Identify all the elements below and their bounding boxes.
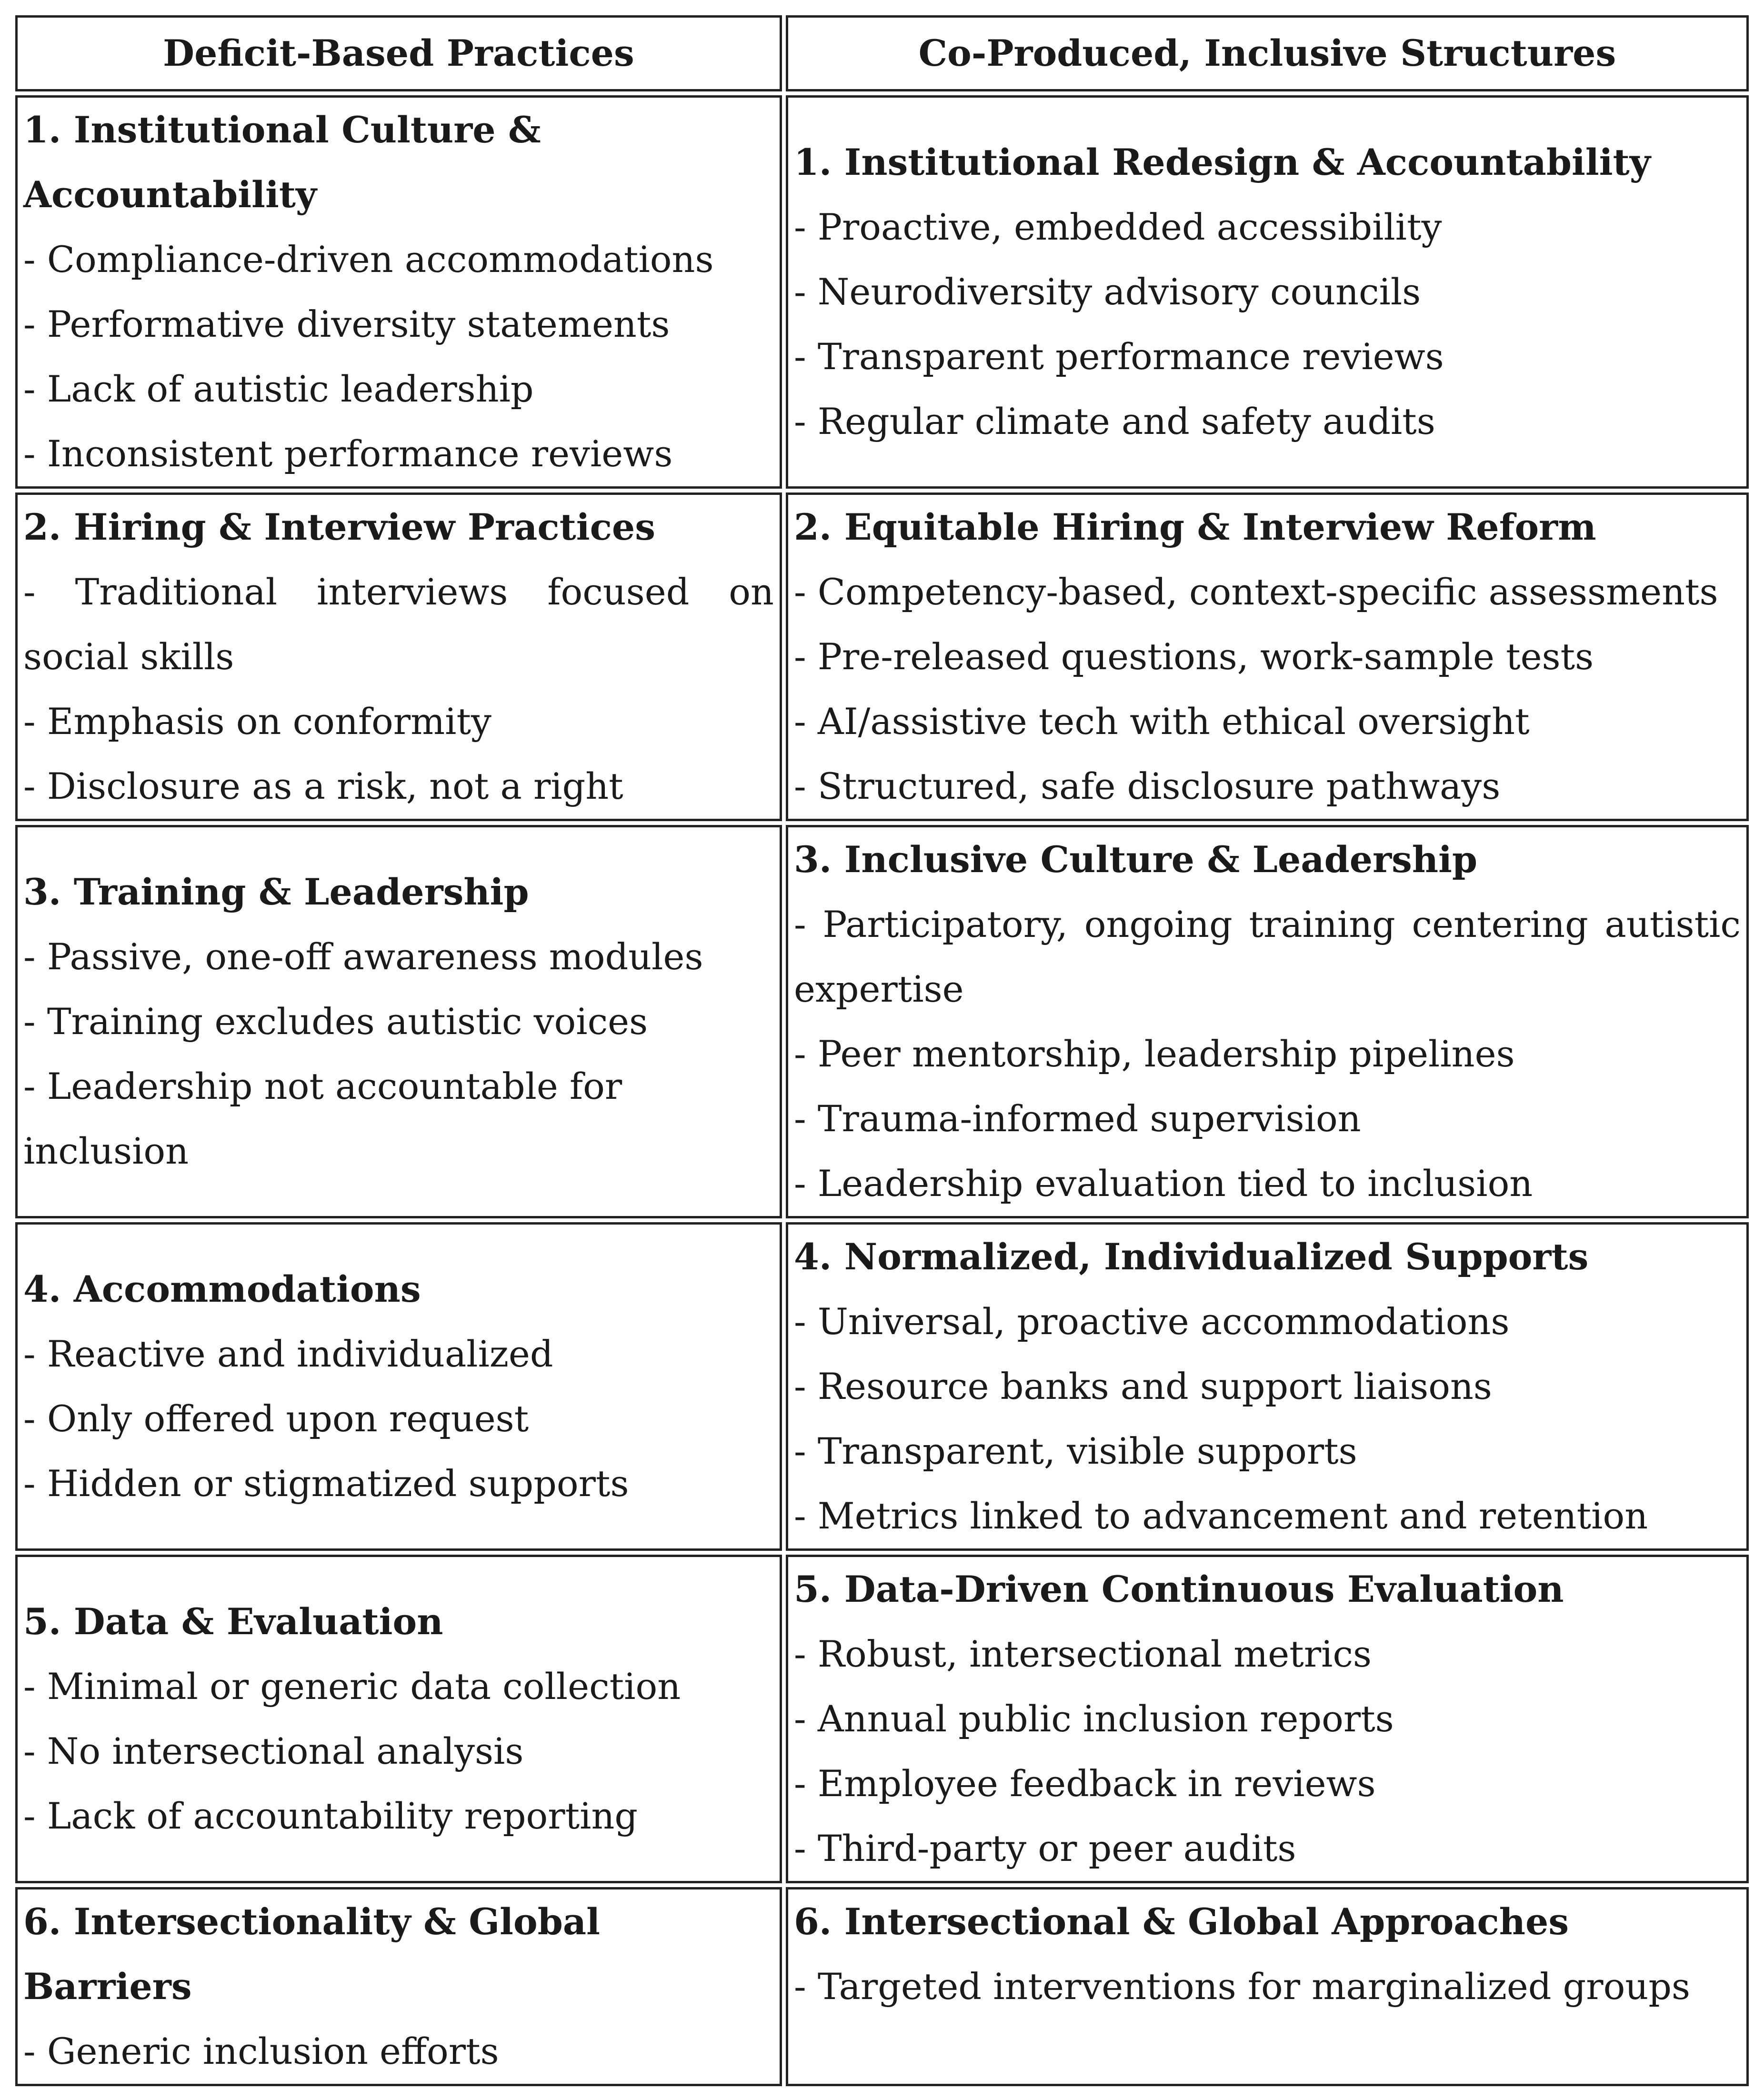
list-item: - No intersectional analysis	[23, 1730, 524, 1772]
list-item: - Reactive and individualized	[23, 1333, 553, 1375]
list-item: - Participatory, ongoing training centering autistic expertise	[794, 903, 1741, 1010]
cell-deficit	[15, 1555, 782, 1883]
list-item: - AI/assistive tech with ethical oversight	[794, 700, 1530, 743]
cell-inclusive	[786, 825, 1749, 1218]
cell-title: 2. Hiring & Interview Practices	[23, 506, 655, 548]
cell-title: 1. Institutional Culture & Accountability	[23, 109, 541, 216]
list-item: - Transparent, visible supports	[794, 1430, 1357, 1472]
table-row	[15, 1555, 1749, 1883]
cell-inclusive	[786, 1887, 1749, 2086]
list-item: - Universal, proactive accommodations	[794, 1300, 1510, 1343]
list-item: - Minimal or generic data collection	[23, 1665, 681, 1708]
list-item: - Metrics linked to advancement and retention	[794, 1495, 1648, 1537]
cell-title: 6. Intersectionality & Global Barriers	[23, 1900, 600, 2008]
table-row	[15, 1222, 1749, 1551]
header-row	[15, 15, 1749, 91]
cell-deficit	[15, 95, 782, 489]
cell-title: 5. Data & Evaluation	[23, 1600, 443, 1643]
list-item: - Only offered upon request	[23, 1397, 529, 1440]
list-item: - Regular climate and safety audits	[794, 400, 1435, 442]
list-item: - Lack of autistic leadership	[23, 368, 534, 410]
list-item: - Competency-based, context-specific assessments	[794, 571, 1718, 613]
header-deficit-based: Deficit-Based Practices	[15, 15, 782, 91]
cell-deficit	[15, 1887, 782, 2086]
table-row	[15, 95, 1749, 489]
list-item: - Leadership evaluation tied to inclusion	[794, 1162, 1533, 1205]
list-item: - Leadership not accountable for inclusion	[23, 1065, 622, 1172]
list-item: - Trauma-informed supervision	[794, 1097, 1361, 1140]
cell-deficit	[15, 492, 782, 821]
list-item: - Performative diversity statements	[23, 303, 670, 345]
table-row	[15, 1887, 1749, 2086]
table-row	[15, 492, 1749, 821]
list-item: - Inconsistent performance reviews	[23, 432, 673, 475]
list-item: - Resource banks and support liaisons	[794, 1365, 1492, 1407]
list-item: - Pre-released questions, work-sample tests	[794, 635, 1594, 678]
cell-inclusive	[786, 492, 1749, 821]
cell-title: 4. Accommodations	[23, 1268, 421, 1310]
list-item: - Structured, safe disclosure pathways	[794, 765, 1501, 807]
cell-title: 3. Training & Leadership	[23, 871, 529, 913]
cell-title: 1. Institutional Redesign & Accountability	[794, 141, 1651, 183]
cell-deficit	[15, 825, 782, 1218]
list-item: - Third-party or peer audits	[794, 1827, 1296, 1869]
list-item: - Hidden or stigmatized supports	[23, 1462, 629, 1505]
list-item: - Emphasis on conformity	[23, 700, 491, 743]
list-item: - Training excludes autistic voices	[23, 1000, 648, 1043]
list-item: - Generic inclusion efforts	[23, 2030, 499, 2072]
list-item: - Disclosure as a risk, not a right	[23, 765, 623, 807]
list-item: - Peer mentorship, leadership pipelines	[794, 1033, 1515, 1075]
list-item: - Robust, intersectional metrics	[794, 1633, 1372, 1675]
cell-title: 4. Normalized, Individualized Supports	[794, 1236, 1589, 1278]
list-item: - Traditional interviews focused on social skills	[23, 571, 774, 678]
cell-inclusive	[786, 1555, 1749, 1883]
cell-title: 6. Intersectional & Global Approaches	[794, 1900, 1569, 1943]
cell-inclusive	[786, 95, 1749, 489]
list-item: - Employee feedback in reviews	[794, 1762, 1376, 1805]
cell-title: 5. Data-Driven Continuous Evaluation	[794, 1568, 1564, 1610]
cell-title: 3. Inclusive Culture & Leadership	[794, 838, 1478, 881]
list-item: - Lack of accountability reporting	[23, 1795, 638, 1837]
table-row	[15, 825, 1749, 1218]
list-item: - Neurodiversity advisory councils	[794, 271, 1421, 313]
list-item: - Targeted interventions for marginalized groups	[794, 1965, 1690, 2008]
cell-inclusive	[786, 1222, 1749, 1551]
cell-title: 2. Equitable Hiring & Interview Reform	[794, 506, 1596, 548]
cell-deficit	[15, 1222, 782, 1551]
list-item: - Passive, one-off awareness modules	[23, 935, 703, 978]
list-item: - Transparent performance reviews	[794, 335, 1444, 378]
list-item: - Compliance-driven accommodations	[23, 238, 714, 281]
list-item: - Annual public inclusion reports	[794, 1698, 1394, 1740]
comparison-table	[11, 11, 1753, 2090]
list-item: - Proactive, embedded accessibility	[794, 206, 1442, 248]
header-co-produced: Co-Produced, Inclusive Structures	[786, 15, 1749, 91]
